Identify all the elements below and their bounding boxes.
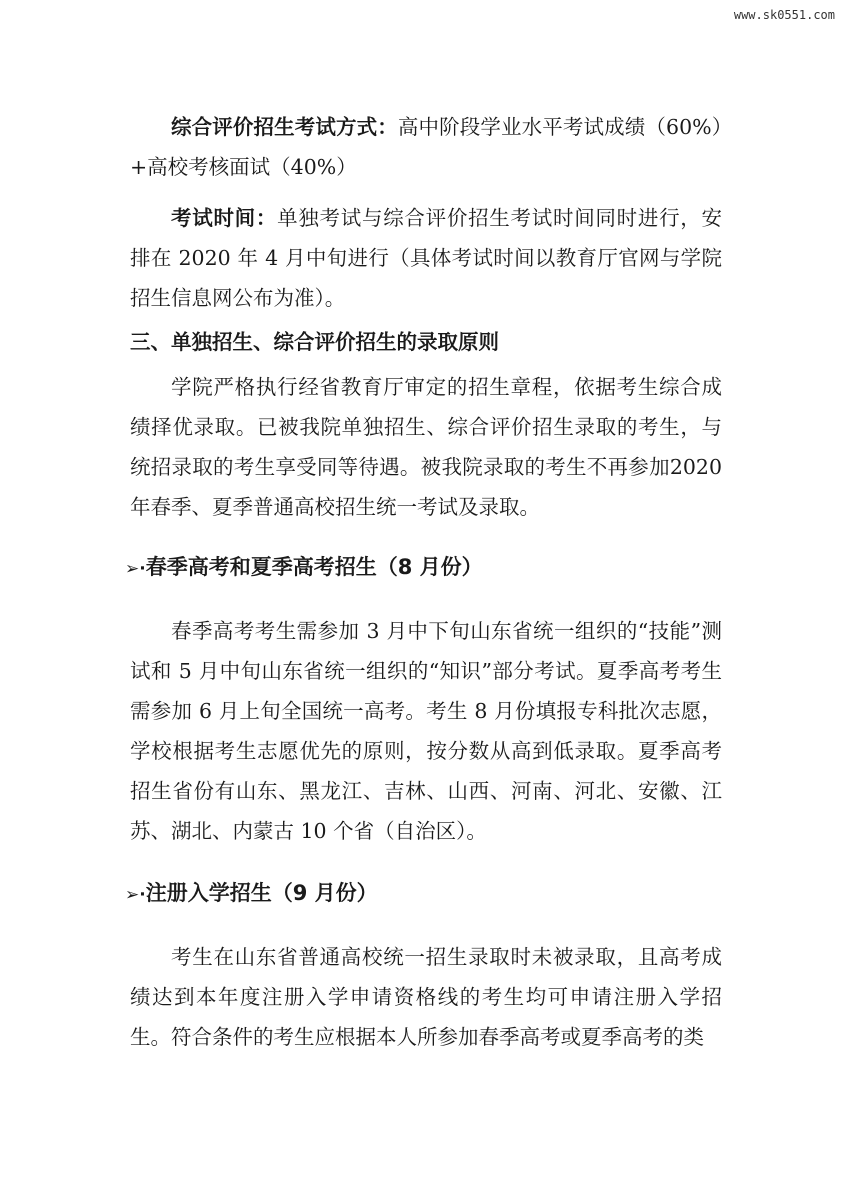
arrow-bullet-icon: ➢· [125, 559, 146, 579]
spring-summer-title: 春季高考和夏季高考招生（8 月份） [145, 555, 483, 579]
exam-method-label: 综合评价招生考试方式： [171, 115, 398, 139]
section-three-title: 三、单独招生、综合评价招生的录取原则 [130, 330, 499, 354]
arrow-bullet-icon: ➢· [125, 885, 146, 905]
register-body: 考生在山东省普通高校统一招生录取时未被录取，且高考成绩达到本年度注册入学申请资格线的考生均可申请注册入学招生。符合条件的考生应根据本人所参加春季高考或夏季高考的类 [130, 945, 722, 1049]
section-three-body: 学院严格执行经省教育厅审定的招生章程，依据考生综合成绩择优录取。已被我院单独招生、综合评价招生录取的考生，与统招录取的考生享受同等待遇。被我院录取的考生不再参加2020年春季、夏季普通高校招生统一考试及录取。 [130, 375, 722, 519]
exam-time-paragraph [130, 198, 722, 318]
spring-summer-heading [125, 547, 722, 589]
document-page [125, 100, 723, 1057]
register-heading [125, 873, 722, 915]
exam-time-text: 单独考试与综合评价招生考试时间同时进行，安排在 2020 年 4 月中旬进行（具体考试时间以教育厅官网与学院招生信息网公布为准）。 [130, 206, 723, 310]
exam-method-text: 高中阶段学业水平考试成绩（60%）+高校考核面试（40%） [130, 115, 722, 179]
watermark: www.sk0551.com [733, 8, 835, 22]
register-title: 注册入学招生（9 月份） [145, 881, 378, 905]
exam-time-label: 考试时间： [171, 206, 278, 230]
exam-method-paragraph [130, 107, 722, 187]
spring-summer-body: 春季高考考生需参加 3 月中下旬山东省统一组织的“技能”测试和 5 月中旬山东省统一组织的“知识”部分考试。夏季高考考生需参加 6 月上旬全国统一高考。考生 8 月份填报专科批次志愿，学校根据考生志愿优先的原则，按分数从高到低录取。夏季高考招生省份有山东、黑龙江、吉林、山西、河南、河北、安徽、江苏、湖北、内蒙古 10 个省（自治区）。 [130, 619, 722, 843]
